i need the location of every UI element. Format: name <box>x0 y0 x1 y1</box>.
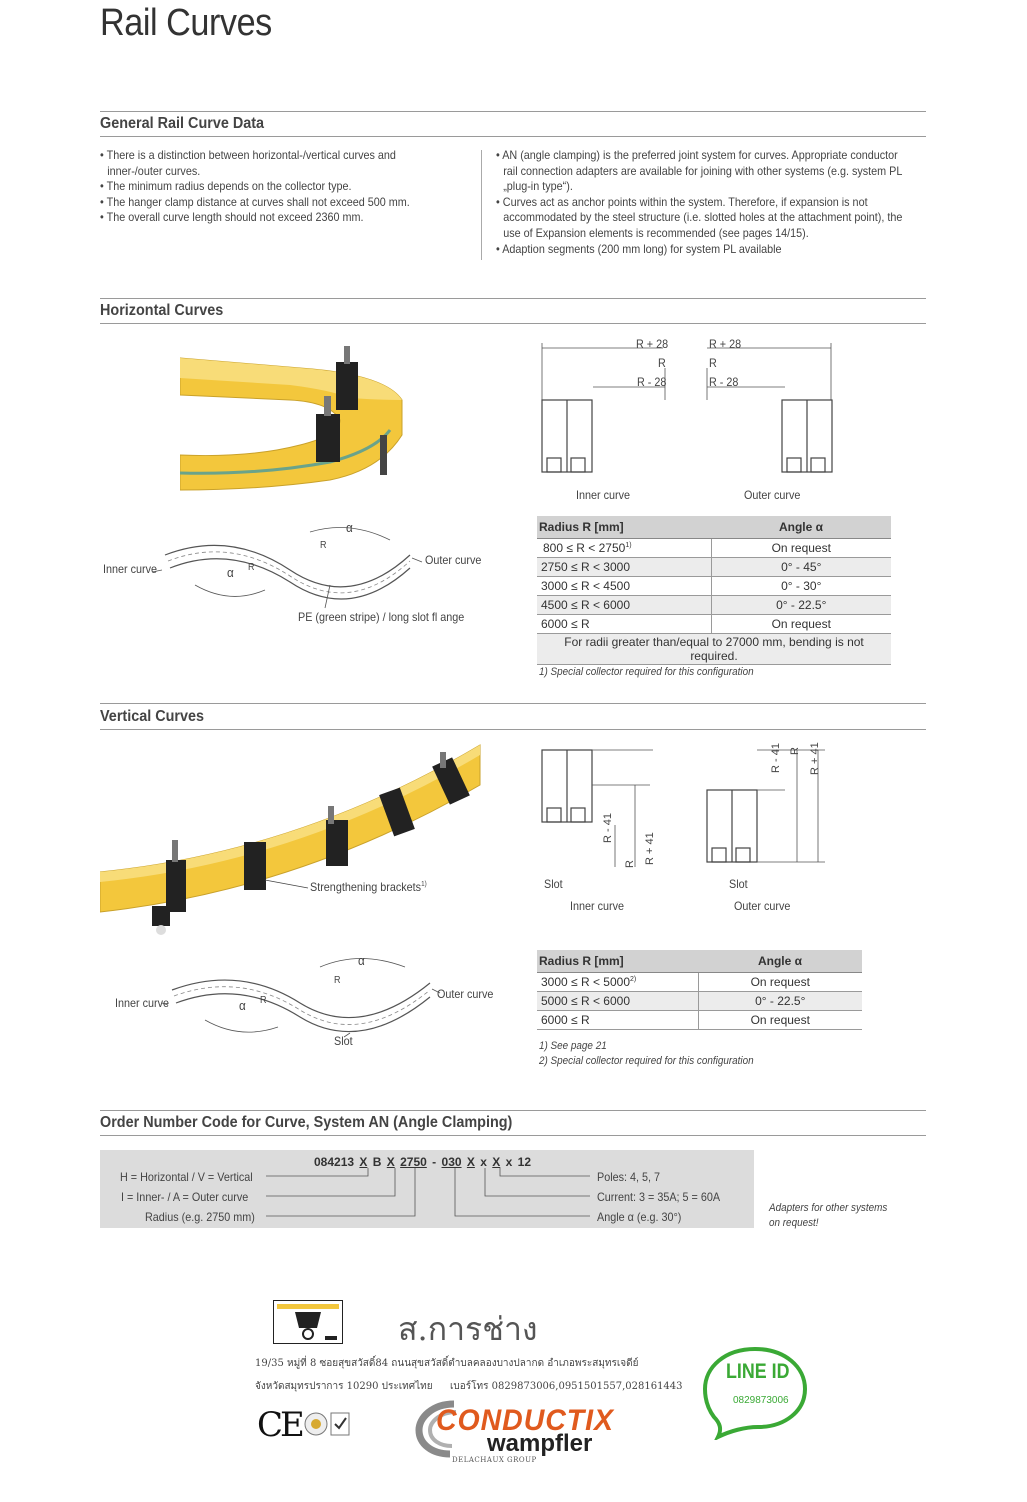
table-row <box>537 577 891 596</box>
column-separator <box>481 150 482 260</box>
table-row <box>537 973 862 992</box>
general-left-list <box>100 148 442 226</box>
code-part: X <box>359 1155 368 1169</box>
table-row <box>537 596 891 615</box>
section-divider <box>100 1110 926 1111</box>
section-divider <box>100 1135 926 1136</box>
company-address-2: จังหวัดสมุทรปราการ 10290 ประเทศไทย <box>255 1381 433 1392</box>
v-inner-curve-label: Inner curve <box>115 996 170 1010</box>
code-part: X <box>386 1155 395 1169</box>
table-header: Radius R [mm] <box>537 950 698 973</box>
v-r-label: R <box>334 975 341 986</box>
order-label-angle: Angle α (e.g. 30°) <box>597 1210 682 1224</box>
v-inner-slot-label: Slot <box>544 877 563 891</box>
code-part: B <box>372 1155 382 1169</box>
footnote-marker: 1) <box>625 542 632 549</box>
section-divider <box>100 111 926 112</box>
table-cell: 0° - 30° <box>711 577 891 596</box>
brand-conductix: CONDUCTIX <box>436 1404 614 1437</box>
order-label-type: H = Horizontal / V = Vertical <box>120 1170 253 1184</box>
table-cell: On request <box>698 1011 862 1030</box>
v-footnote-1: 1) See page 21 <box>539 1040 607 1052</box>
table-cell: 0° - 22.5° <box>698 992 862 1011</box>
general-right-list <box>496 148 906 257</box>
table-cell: 6000 ≤ R <box>537 1011 698 1030</box>
h-footnote: 1) Special collector required for this configuration <box>539 666 754 678</box>
section-divider <box>100 323 926 324</box>
table-cell: On request <box>711 539 891 558</box>
table-row <box>537 634 891 665</box>
horizontal-angle-table <box>537 516 891 665</box>
v-outer-curve-label: Outer curve <box>437 987 494 1001</box>
order-side-note-1: Adapters for other systems <box>769 1202 888 1214</box>
order-label-poles: Poles: 4, 5, 7 <box>597 1170 661 1184</box>
v-r-label-2: R <box>260 995 267 1006</box>
h-r-label: R <box>320 540 327 551</box>
brand-delachaux: DELACHAUX GROUP <box>452 1456 537 1464</box>
table-row <box>537 558 891 577</box>
v-outer-rplus-label: R + 41 <box>809 742 821 775</box>
order-label-radius: Radius (e.g. 2750 mm) <box>145 1210 255 1224</box>
list-item: • Curves act as anchor points within the system. Therefore, if expansion is not accommodated by the steel structure (i.e. slotted holes at the attachment point), the use of Expansion elements is recommended (see pages 14/15). <box>496 195 906 242</box>
code-part: 2750 <box>400 1155 427 1169</box>
table-cell: 4500 ≤ R < 6000 <box>537 596 711 615</box>
ce-mark: CE <box>257 1405 302 1445</box>
table-row <box>537 615 891 634</box>
code-part: x <box>505 1155 513 1169</box>
company-name: ส.การช่าง <box>398 1310 538 1348</box>
section-divider <box>100 136 926 137</box>
h-alpha-label-top: α <box>346 520 353 535</box>
section-divider <box>100 298 926 299</box>
table-row <box>537 539 891 558</box>
vertical-section-drawing <box>535 745 835 870</box>
v-inner-r-label: R <box>624 860 636 868</box>
code-part: 030 <box>441 1155 462 1169</box>
h-inner-curve-label: Inner curve <box>103 562 158 576</box>
v-alpha-label-top: α <box>358 953 365 968</box>
table-row <box>537 992 862 1011</box>
h-outer-caption: Outer curve <box>744 488 801 502</box>
vertical-rail-photo <box>100 740 485 940</box>
brand-wampfler: wampfler <box>487 1430 593 1457</box>
v-photo-label <box>310 880 427 894</box>
footnote-marker: 1) <box>421 881 427 888</box>
line-id-number: 0829873006 <box>733 1395 789 1406</box>
v-inner-caption: Inner curve <box>570 899 625 913</box>
company-phone: เบอร์โทร 0829873006,0951501557,028161443 <box>450 1381 683 1392</box>
table-cell: 3000 ≤ R < 4500 <box>537 577 711 596</box>
h-r-label-right: R <box>709 356 717 370</box>
v-outer-rminus-label: R - 41 <box>770 743 782 773</box>
list-item: • The hanger clamp distance at curves shall not exceed 500 mm. <box>100 195 442 211</box>
v-photo-label-text: Strengthening brackets <box>310 880 422 894</box>
h-inner-caption: Inner curve <box>576 488 631 502</box>
h-rminus-label-right: R - 28 <box>709 375 739 389</box>
table-cell: 0° - 45° <box>711 558 891 577</box>
table-cell: On request <box>698 973 862 992</box>
order-heading: Order Number Code for Curve, System AN (Angle Clamping) <box>100 1114 513 1131</box>
list-item: • There is a distinction between horizontal-/vertical curves and inner-/outer curves. <box>100 148 442 179</box>
list-item: • The minimum radius depends on the collector type. <box>100 179 442 195</box>
horizontal-rail-photo <box>180 340 420 495</box>
h-rminus-label-left: R - 28 <box>637 375 667 389</box>
code-part: 12 <box>517 1155 532 1169</box>
list-item: • The overall curve length should not exceed 2360 mm. <box>100 210 442 226</box>
table-note: For radii greater than/equal to 27000 mm, bending is not required. <box>537 634 891 665</box>
v-slot-label: Slot <box>334 1034 353 1048</box>
line-id-title: LINE ID <box>726 1360 790 1383</box>
h-pe-label: PE (green stripe) / long slot fl ange <box>298 610 465 624</box>
list-item: • Adaption segments (200 mm long) for system PL available <box>496 242 906 258</box>
code-part: X <box>492 1155 501 1169</box>
table-cell: 2750 ≤ R < 3000 <box>537 558 711 577</box>
vertical-angle-table <box>537 950 862 1030</box>
h-rplus-label-right: R + 28 <box>709 337 742 351</box>
code-part: x <box>480 1155 487 1169</box>
table-cell: On request <box>711 615 891 634</box>
section-divider <box>100 703 926 704</box>
v-outer-slot-label: Slot <box>729 877 748 891</box>
table-row <box>537 1011 862 1030</box>
table-header: Angle α <box>711 516 891 539</box>
h-outer-curve-label: Outer curve <box>425 553 482 567</box>
table-header: Radius R [mm] <box>537 516 711 539</box>
code-part: 084213 <box>314 1155 355 1169</box>
h-r-label-2: R <box>248 562 255 573</box>
vertical-heading: Vertical Curves <box>100 708 205 725</box>
table-header: Angle α <box>698 950 862 973</box>
h-r-label-left: R <box>658 356 666 370</box>
v-inner-rminus-label: R - 41 <box>602 813 614 843</box>
table-cell: 5000 ≤ R < 6000 <box>537 992 698 1011</box>
section-divider <box>100 729 926 730</box>
code-part: X <box>466 1155 475 1169</box>
table-cell: 6000 ≤ R <box>537 615 711 634</box>
v-inner-rplus-label: R + 41 <box>644 832 656 865</box>
page-title: Rail Curves <box>100 2 272 44</box>
list-item: • AN (angle clamping) is the preferred joint system for curves. Appropriate conductor rail connection adapters are available for joining with other systems (e.g. system PL „plug-in type“). <box>496 148 906 195</box>
h-rplus-label-left: R + 28 <box>636 337 669 351</box>
table-cell: 0° - 22.5° <box>711 596 891 615</box>
code-part: - <box>432 1155 437 1169</box>
company-address-1: 19/35 หมู่ที่ 8 ซอยสุขสวัสดิ์84 ถนนสุขสวัสดิ์ตำบลคลองบางปลากด อำเภอพระสมุทรเจดีย์ <box>255 1358 639 1369</box>
v-outer-caption: Outer curve <box>734 899 791 913</box>
v-alpha-label-bottom: α <box>239 998 246 1013</box>
h-alpha-label-bottom: α <box>227 565 234 580</box>
certification-icons <box>303 1410 351 1438</box>
horizontal-heading: Horizontal Curves <box>100 302 224 319</box>
table-cell: 3000 ≤ R < 5000 <box>541 975 630 989</box>
v-outer-r-label: R <box>789 747 801 755</box>
order-side-note-2: on request! <box>769 1217 819 1229</box>
order-label-curve: I = Inner- / A = Outer curve <box>121 1190 249 1204</box>
general-heading: General Rail Curve Data <box>100 115 265 132</box>
company-logo <box>273 1300 343 1344</box>
order-label-current: Current: 3 = 35A; 5 = 60A <box>597 1190 721 1204</box>
horizontal-section-drawing <box>535 340 835 480</box>
v-footnote-2: 2) Special collector required for this configuration <box>539 1055 754 1067</box>
footnote-marker: 2) <box>630 976 637 983</box>
table-cell: 800 ≤ R < 2750 <box>543 541 626 555</box>
